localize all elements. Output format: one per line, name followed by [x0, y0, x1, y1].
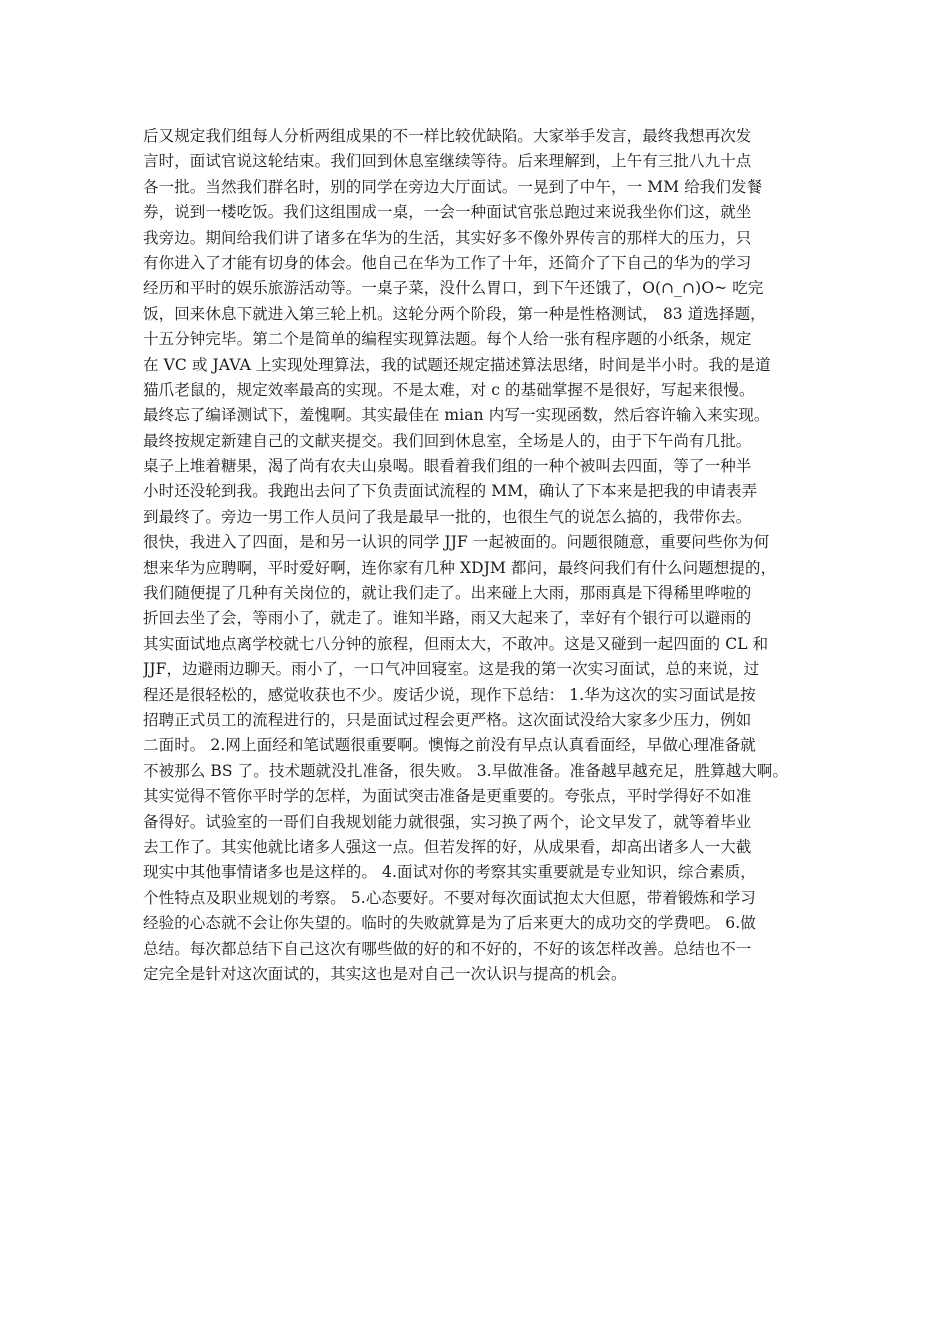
text-line: 言时，面试官说这轮结束。我们回到休息室继续等待。后来理解到，上午有三批八九十点 [143, 152, 752, 171]
text-line: 券，说到一楼吃饭。我们这组围成一桌，一会一种面试官张总跑过来说我坐你们这，就坐 [143, 203, 752, 222]
text-line: 后又规定我们组每人分析两组成果的不一样比较优缺陷。大家举手发言，最终我想再次发 [143, 127, 752, 145]
text-line: 很快，我进入了四面，是和另一认识的同学 JJF 一起被面的。问题很随意，重要问些你为何 [143, 533, 770, 552]
text-line: 其实面试地点离学校就七八分钟的旅程，但雨太大，不敢冲。这是又碰到一起四面的 CL 和 [143, 634, 769, 653]
text-line: 最终按规定新建自己的文献夹提交。我们回到休息室，全场是人的，由于下午尚有几批。 [143, 431, 752, 450]
text-line: 经历和平时的娱乐旅游活动等。一桌子菜，没什么胃口，到下午还饿了，O(∩_∩)O~ 吃完 [143, 279, 764, 298]
text-line: 不被那么 BS 了。技术题就没扎准备，很失败。 3.早做准备。准备越早越充足，胜算越大啊。 [143, 761, 789, 780]
text-line: 小时还没轮到我。我跑出去问了下负责面试流程的 MM，确认了下本来是把我的申请表弄 [143, 482, 758, 501]
text-line: 到最终了。旁边一男工作人员问了我是最早一批的，也很生气的说怎么搞的，我带你去。 [143, 507, 752, 526]
text-line: 我旁边。期间给我们讲了诸多在华为的生活，其实好多不像外界传言的那样大的压力，只 [143, 228, 752, 247]
body-text [143, 124, 808, 987]
text-line: 其实觉得不管你平时学的怎样，为面试突击准备是更重要的。夸张点，平时学得好不如准 [143, 787, 752, 806]
text-line: 我们随便提了几种有关岗位的，就让我们走了。出来碰上大雨，那雨真是下得稀里哗啦的 [143, 584, 752, 603]
text-line: 折回去坐了会，等雨小了，就走了。谁知半路，雨又大起来了，幸好有个银行可以避雨的 [143, 609, 752, 628]
text-line: 桌子上堆着糖果，渴了尚有农夫山泉喝。眼看着我们组的一种个被叫去四面，等了一种半 [143, 457, 752, 476]
text-line: 经验的心态就不会让你失望的。临时的失败就算是为了后来更大的成功交的学费吧。 6.做 [143, 914, 756, 933]
text-line: JJF，边避雨边聊天。雨小了，一口气冲回寝室。这是我的第一次实习面试，总的来说，过 [143, 660, 760, 679]
text-line: 猫爪老鼠的，规定效率最高的实现。不是太难，对 c 的基础掌握不是很好，写起来很慢。 [143, 380, 755, 399]
text-line: 有你进入了才能有切身的体会。他自己在华为工作了十年，还简介了下自己的华为的学习 [143, 253, 752, 272]
text-line: 招聘正式员工的流程进行的，只是面试过程会更严格。这次面试没给大家多少压力，例如 [143, 710, 752, 729]
text-line: 备得好。试验室的一哥们自我规划能力就很强，实习换了两个，论文早发了，就等着毕业 [143, 812, 752, 831]
text-line: 定完全是针对这次面试的，其实这也是对自己一次认识与提高的机会。 [143, 964, 627, 983]
text-line: 饭，回来休息下就进入第三轮上机。这轮分两个阶段，第一种是性格测试， 83 道选择题， [143, 304, 766, 323]
text-line: 最终忘了编译测试下，羞愧啊。其实最佳在 mian 内写一实现函数，然后容许输入来实现。 [143, 406, 770, 425]
text-line: 去工作了。其实他就比诸多人强这一点。但若发挥的好，从成果看，却高出诸多人一大截 [143, 837, 752, 856]
text-line: 总结。每次都总结下自己这次有哪些做的好的和不好的，不好的该怎样改善。总结也不一 [143, 939, 752, 958]
text-line: 十五分钟完毕。第二个是简单的编程实现算法题。每个人给一张有程序题的小纸条，规定 [143, 330, 752, 349]
text-line: 现实中其他事情诸多也是这样的。 4.面试对你的考察其实重要就是专业知识，综合素质， [143, 863, 756, 882]
text-line: 各一批。当然我们群名时，别的同学在旁边大厅面试。一晃到了中午，一 MM 给我们发餐 [143, 177, 763, 196]
text-line: 个性特点及职业规划的考察。 5.心态要好。不要对每次面试抱太大但愿，带着锻炼和学习 [143, 888, 756, 907]
text-line: 二面时。 2.网上面经和笔试题很重要啊。懊悔之前没有早点认真看面经，早做心理准备就 [143, 736, 756, 755]
text-line: 在 VC 或 JAVA 上实现处理算法，我的试题还规定描述算法思绪，时间是半小时。我的是道 [143, 355, 771, 374]
text-line: 想来华为应聘啊，平时爱好啊，连你家有几种 XDJM 都问，最终问我们有什么问题想提的， [143, 558, 777, 577]
text-line: 程还是很轻松的，感觉收获也不少。废话少说，现作下总结： 1.华为这次的实习面试是按 [143, 685, 756, 704]
